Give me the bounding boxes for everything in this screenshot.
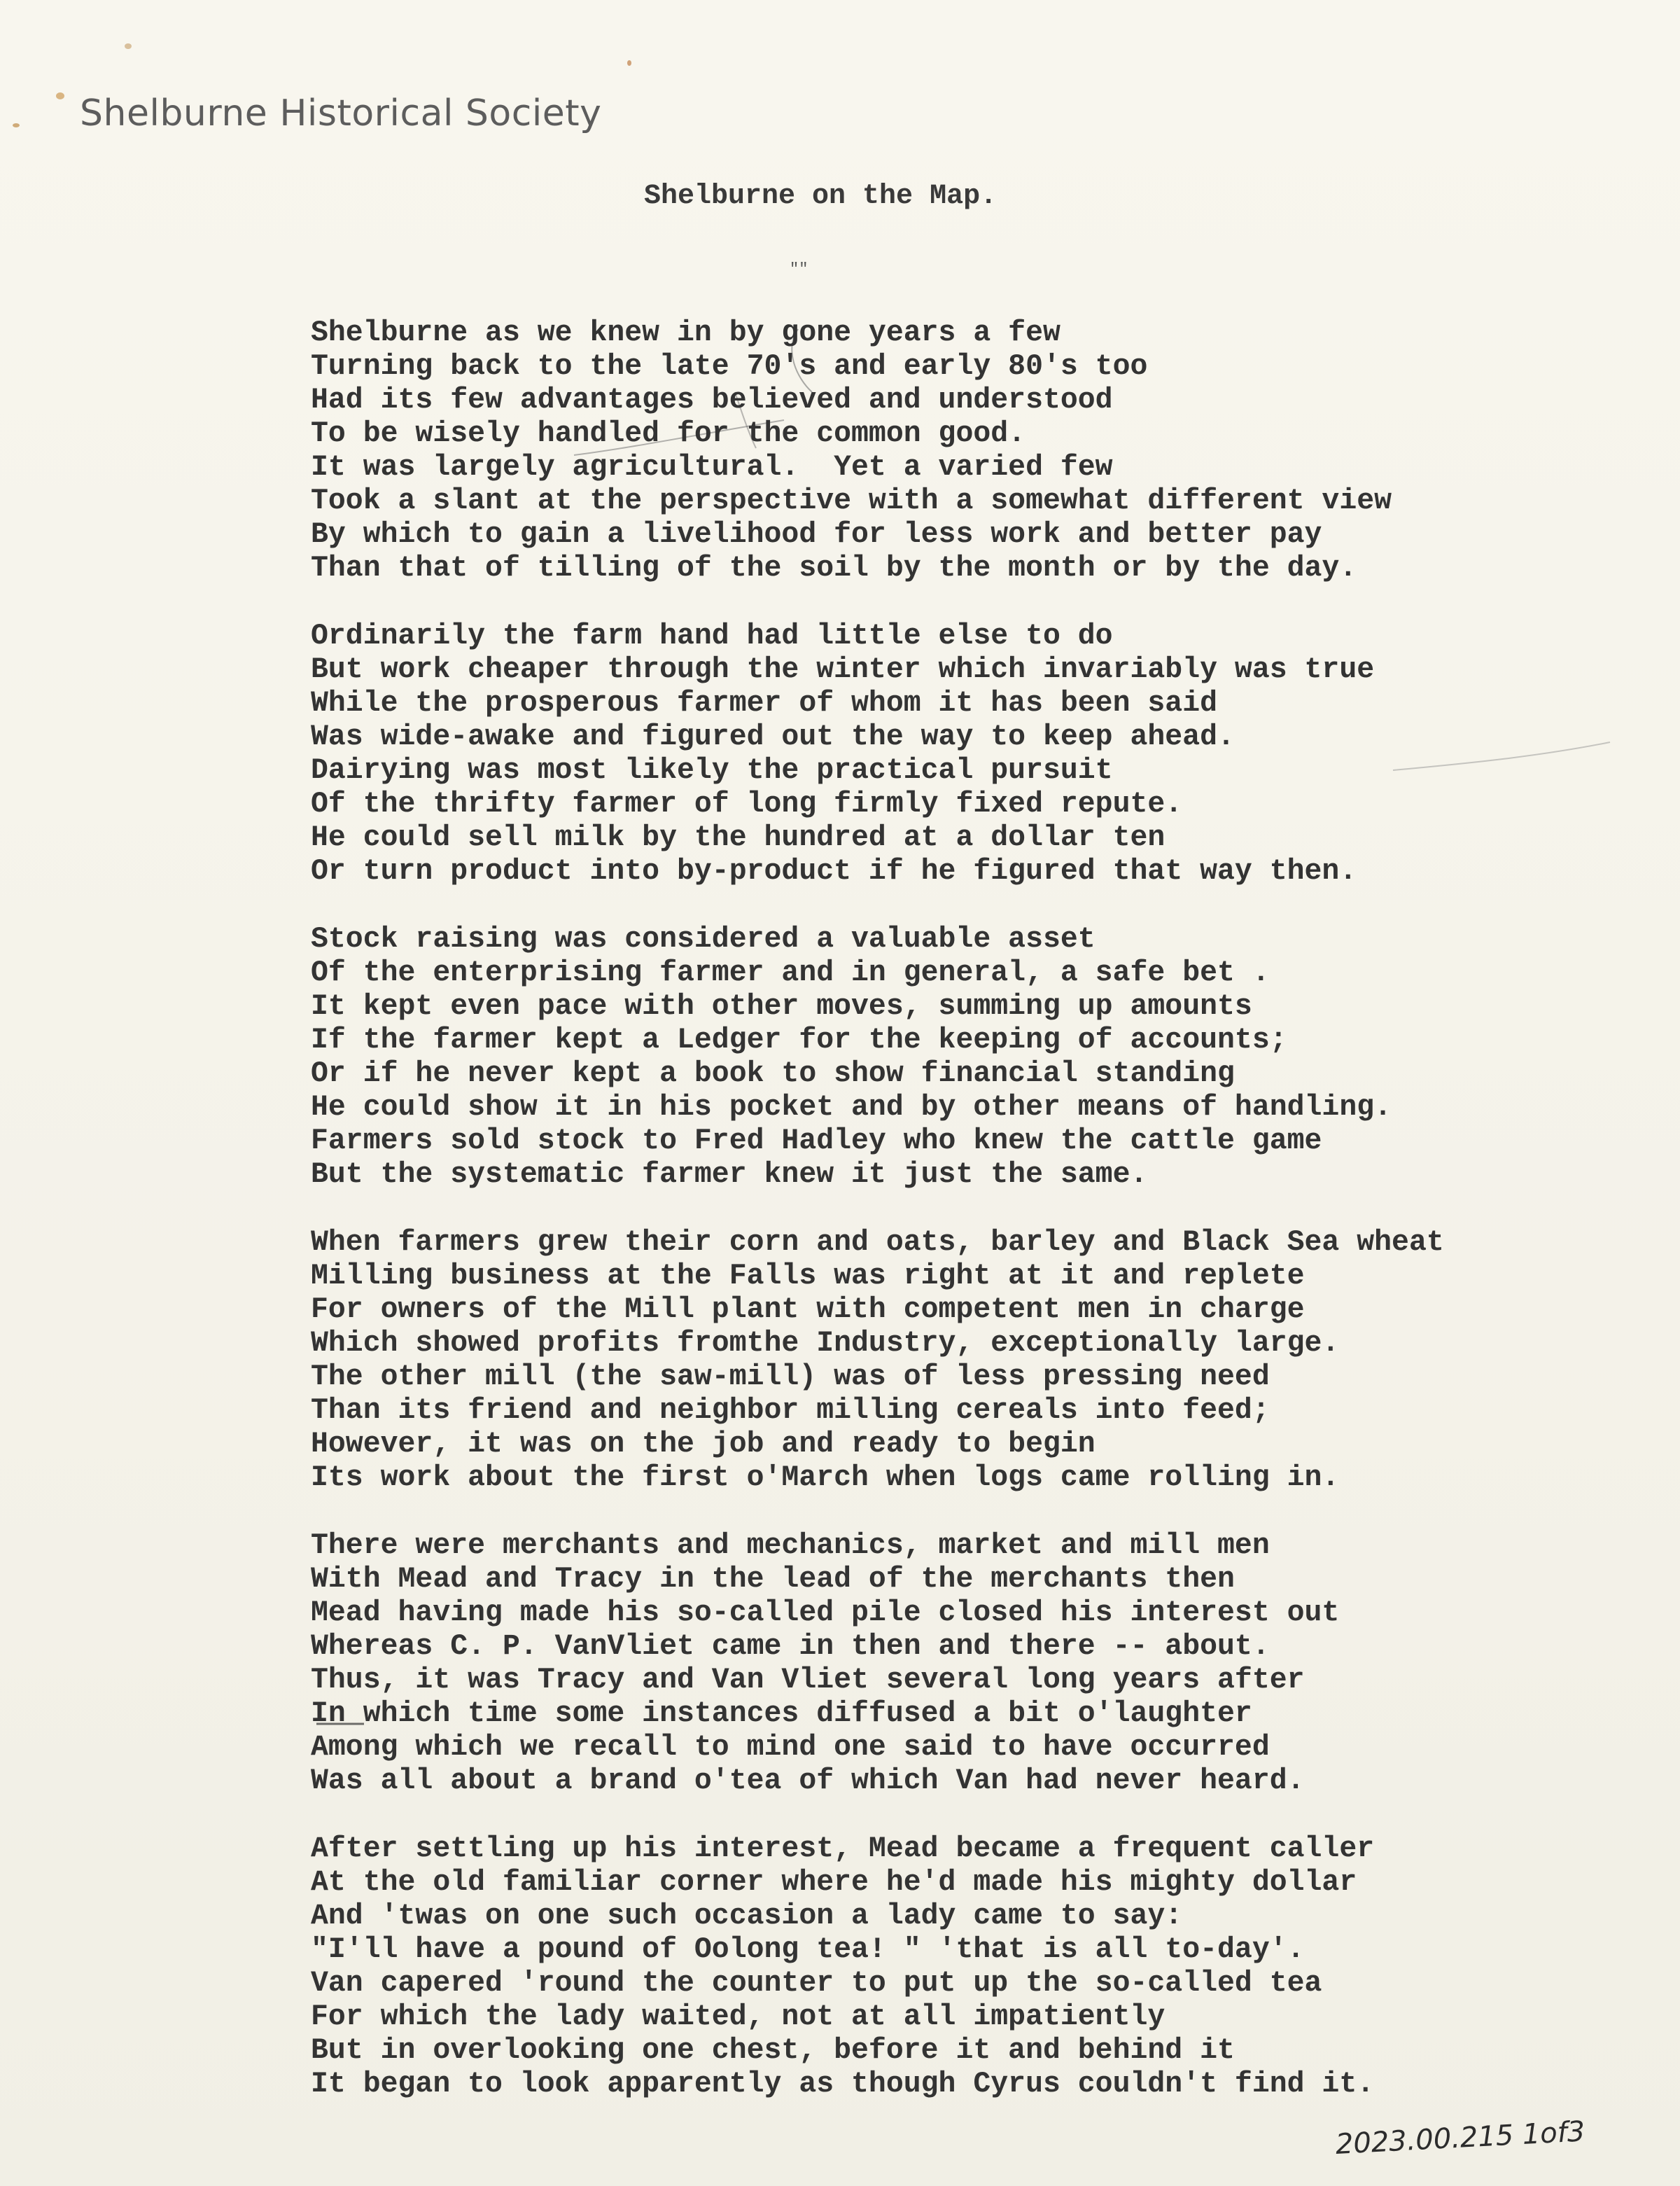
poem-line: Was wide-awake and figured out the way to keep ahead. [311, 720, 1235, 753]
poem-line: If the farmer kept a Ledger for the keeping of accounts; [311, 1024, 1287, 1057]
poem-line: Mead having made his so-called pile closed his interest out [311, 1596, 1340, 1629]
poem-line: Turning back to the late 70's and early 80's too [311, 350, 1148, 383]
poem-line: Or if he never kept a book to show financial standing [311, 1057, 1235, 1090]
poem-line: In which time some instances diffused a bit o'laughter [311, 1697, 1252, 1730]
poem-line: There were merchants and mechanics, market and mill men [311, 1529, 1270, 1562]
stray-quote-mark: "" [790, 260, 808, 278]
stain-speck [56, 92, 64, 99]
stanza [311, 1529, 1648, 1798]
poem-line: But in overlooking one chest, before it and behind it [311, 2034, 1235, 2067]
poem-line: But the systematic farmer knew it just the same. [311, 1158, 1148, 1191]
document-title: Shelburne on the Map. [644, 181, 997, 212]
poem-line: Stock raising was considered a valuable asset [311, 923, 1096, 956]
watermark: Shelburne Historical Society [80, 92, 602, 134]
poem-line: Van capered 'round the counter to put up the so-called tea [311, 1967, 1322, 2000]
poem-line: Ordinarily the farm hand had little else to do [311, 620, 1113, 653]
poem-line: By which to gain a livelihood for less work and better pay [311, 518, 1322, 551]
poem-line: It was largely agricultural. Yet a varied few [311, 451, 1113, 484]
stain-speck [13, 123, 20, 127]
poem-line: But work cheaper through the winter which invariably was true [311, 653, 1375, 686]
poem-line: Which showed profits fromthe Industry, exceptionally large. [311, 1327, 1340, 1360]
poem-line: The other mill (the saw-mill) was of less pressing need [311, 1360, 1270, 1393]
poem-line: For owners of the Mill plant with competent men in charge [311, 1293, 1305, 1326]
poem-line: For which the lady waited, not at all impatiently [311, 2000, 1166, 2033]
stain-speck [125, 43, 132, 49]
stanza [311, 1226, 1648, 1495]
poem-body [311, 316, 1648, 2136]
poem-line: "I'll have a pound of Oolong tea! " 'that is all to-day'. [311, 1933, 1305, 1966]
poem-line: Was all about a brand o'tea of which Van had never heard. [311, 1764, 1305, 1797]
poem-line: Shelburne as we knew in by gone years a few [311, 316, 1060, 349]
poem-line: Dairying was most likely the practical pursuit [311, 754, 1113, 787]
poem-line: However, it was on the job and ready to begin [311, 1428, 1096, 1461]
poem-line: Of the thrifty farmer of long firmly fixed repute. [311, 788, 1183, 821]
poem-line: When farmers grew their corn and oats, barley and Black Sea wheat [311, 1226, 1444, 1259]
poem-line: At the old familiar corner where he'd made his mighty dollar [311, 1866, 1357, 1899]
poem-line: Took a slant at the perspective with a somewhat different view [311, 485, 1392, 517]
stanza [311, 1832, 1648, 2101]
poem-line: It kept even pace with other moves, summing up amounts [311, 990, 1252, 1023]
poem-line: Its work about the first o'March when logs came rolling in. [311, 1461, 1340, 1494]
stanza [311, 620, 1648, 889]
poem-line: Had its few advantages believed and understood [311, 384, 1113, 417]
poem-line: With Mead and Tracy in the lead of the merchants then [311, 1563, 1235, 1596]
stain-speck [627, 60, 631, 66]
poem-line: To be wisely handled for the common good. [311, 417, 1026, 450]
poem-line: It began to look apparently as though Cyrus couldn't find it. [311, 2068, 1375, 2101]
poem-line: Of the enterprising farmer and in general, a safe bet . [311, 956, 1270, 989]
poem-line: Milling business at the Falls was right at it and replete [311, 1260, 1305, 1293]
poem-line: While the prosperous farmer of whom it has been said [311, 687, 1218, 720]
poem-line: Than its friend and neighbor milling cereals into feed; [311, 1394, 1270, 1427]
poem-line: Than that of tilling of the soil by the month or by the day. [311, 552, 1357, 585]
stanza [311, 923, 1648, 1192]
stanza [311, 316, 1648, 585]
poem-line: Farmers sold stock to Fred Hadley who knew the cattle game [311, 1125, 1322, 1157]
poem-line: Or turn product into by-product if he figured that way then. [311, 855, 1357, 888]
poem-line: He could sell milk by the hundred at a dollar ten [311, 821, 1166, 854]
accession-number: 2023.00.215 1of3 [1334, 2115, 1586, 2161]
poem-line: Thus, it was Tracy and Van Vliet several long years after [311, 1664, 1305, 1697]
poem-line: Whereas C. P. VanVliet came in then and there -- about. [311, 1630, 1270, 1663]
poem-line: Among which we recall to mind one said to have occurred [311, 1731, 1270, 1764]
poem-line: After settling up his interest, Mead became a frequent caller [311, 1832, 1375, 1865]
poem-line: And 'twas on one such occasion a lady came to say: [311, 1900, 1183, 1933]
poem-line: He could show it in his pocket and by other means of handling. [311, 1091, 1392, 1124]
